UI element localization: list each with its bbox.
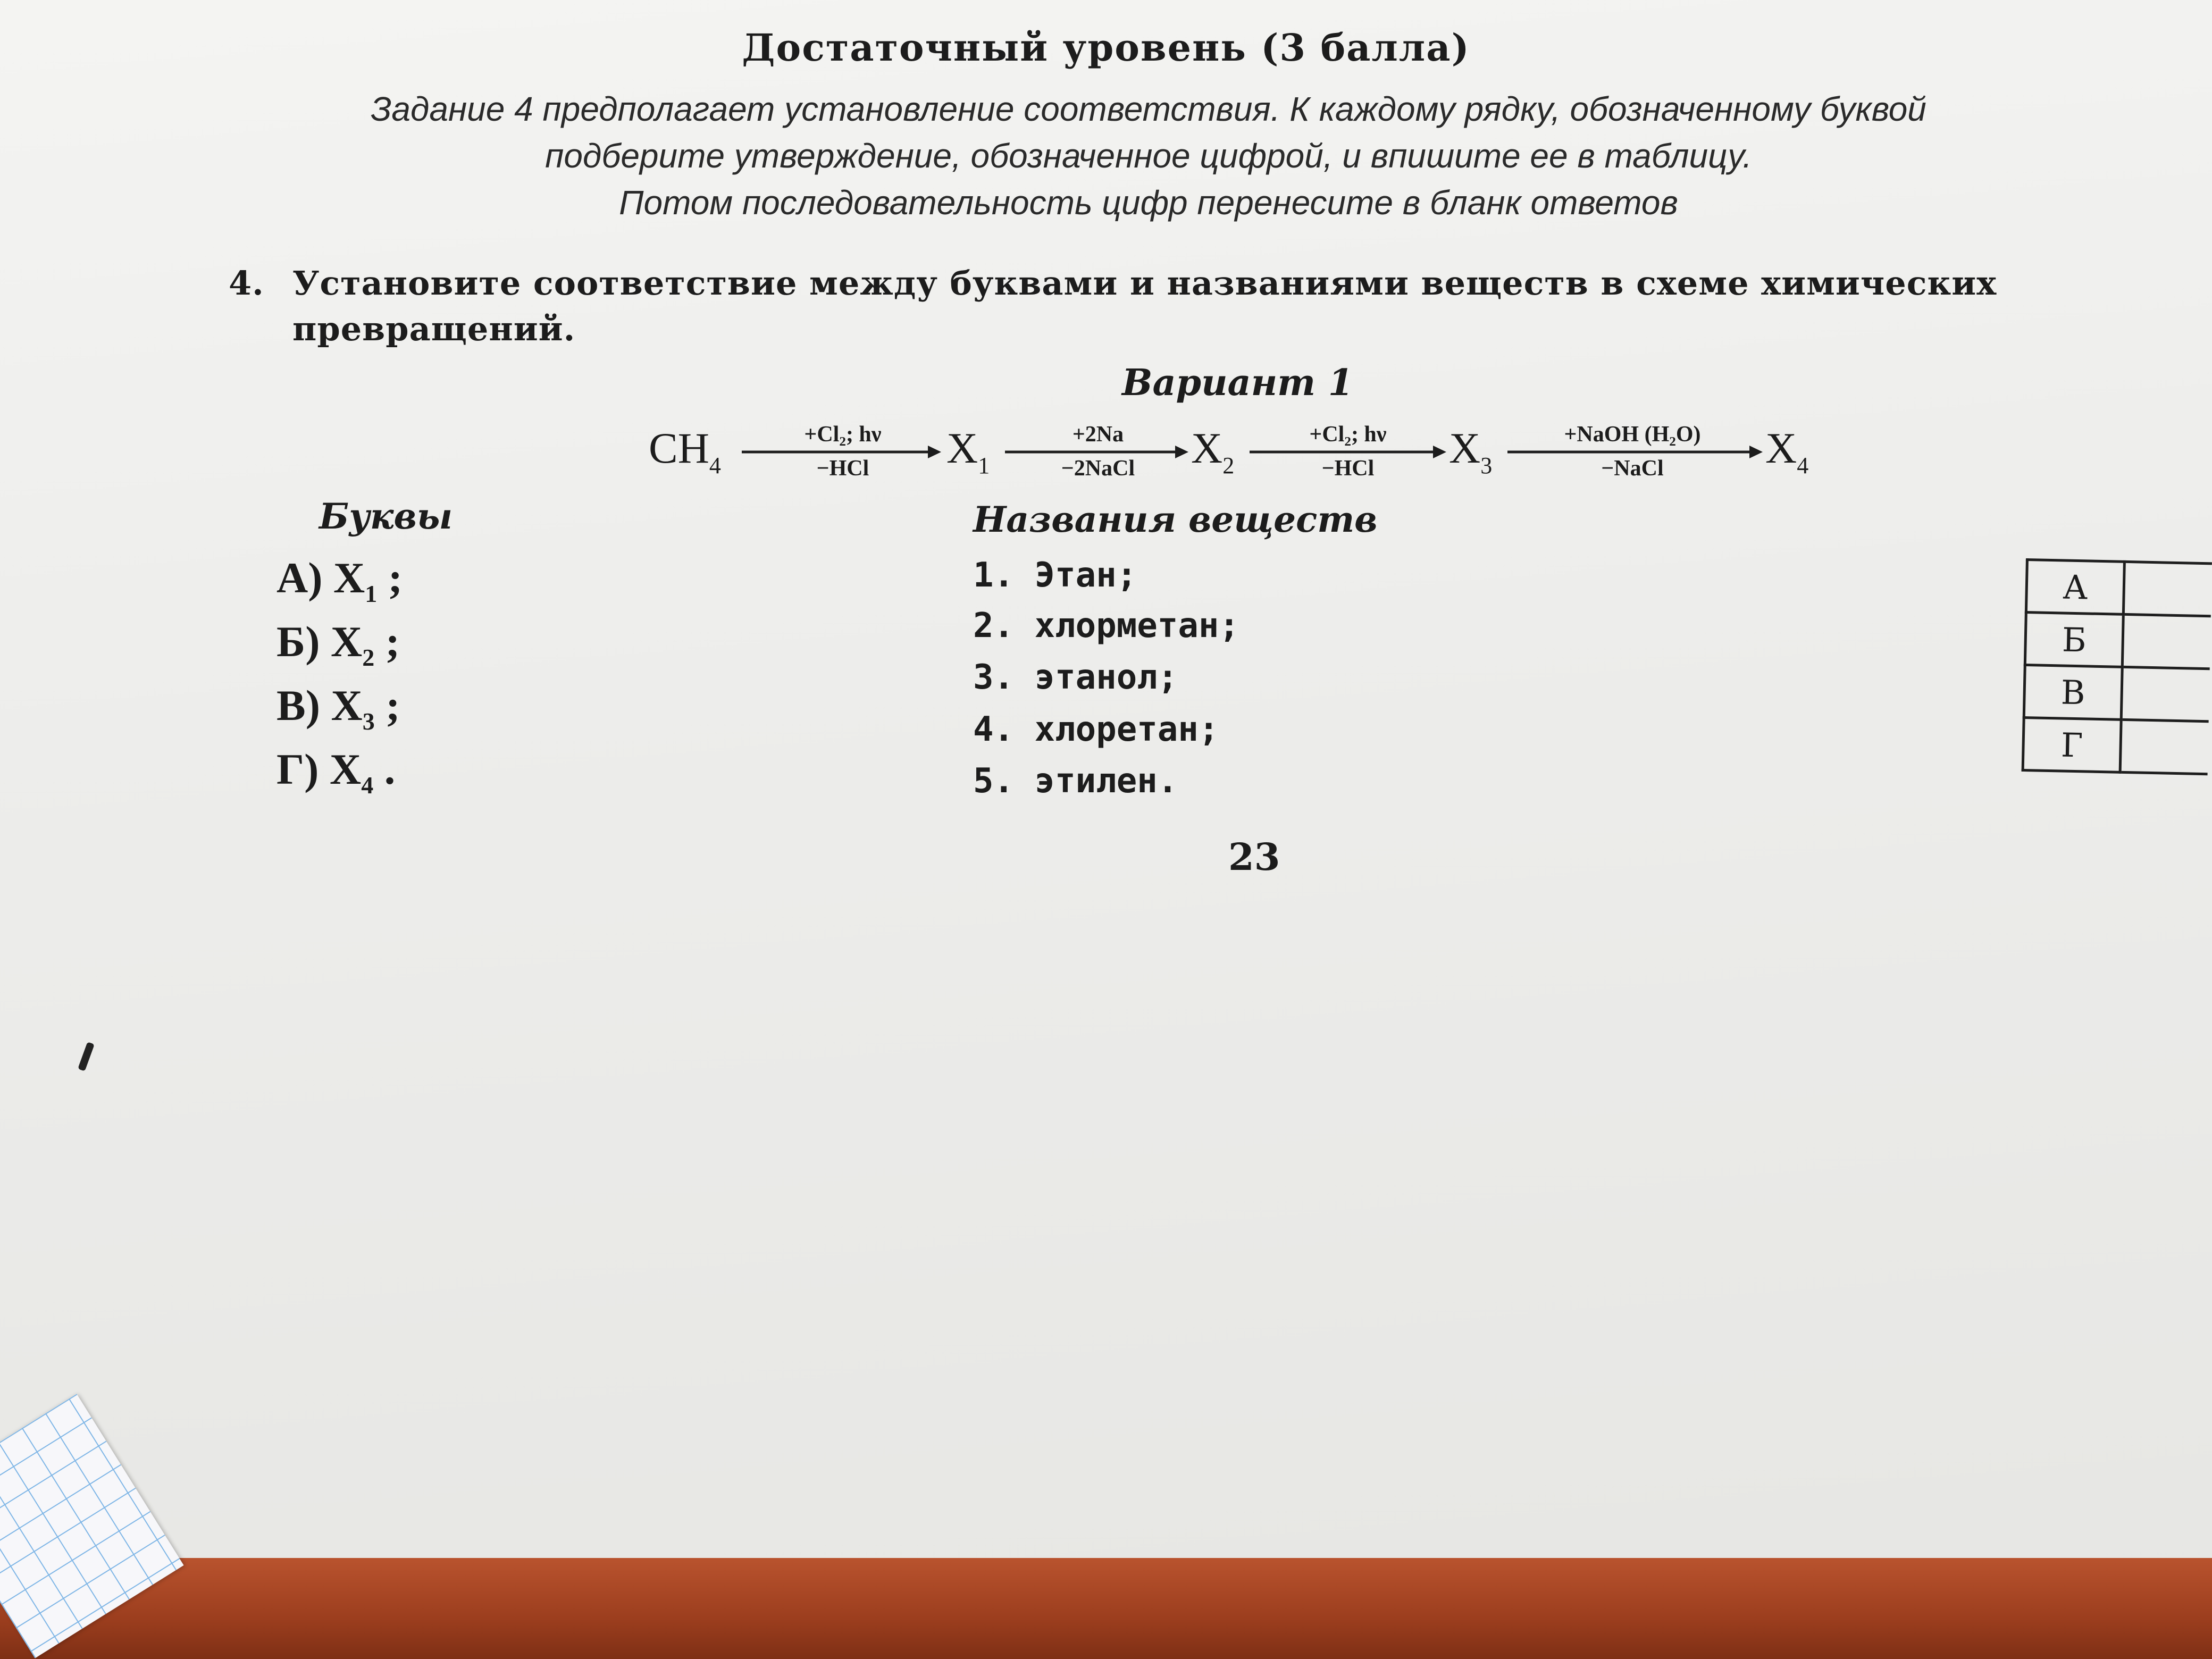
letter-end: ;	[388, 554, 403, 602]
answer-cell-b[interactable]	[2122, 614, 2211, 668]
arrow-2-head	[1175, 446, 1188, 458]
letter-sub: 4	[361, 772, 374, 799]
answer-label: Б	[2025, 613, 2123, 667]
arrow-1-head	[928, 446, 941, 458]
letter-symbol: X	[329, 745, 362, 793]
name-item: 5. этилен.	[973, 761, 1178, 801]
product-x4: $X_4$	[1765, 424, 1809, 479]
letter-end: ;	[385, 617, 400, 666]
letter-sub: 1	[365, 580, 378, 607]
scheme-start: $CH_4$	[649, 424, 721, 479]
arrow-1-below: −HCl	[816, 456, 869, 481]
pen-mark	[78, 1042, 95, 1071]
variant-title: Вариант 1	[1122, 362, 1354, 404]
answer-cell-v[interactable]	[2121, 667, 2210, 721]
arrow-4-below: −NaCl	[1601, 456, 1664, 481]
instruction-line-1: Задание 4 предполагает установление соответствия. К каждому рядку, обозначенному буквой	[371, 90, 1926, 128]
name-item: 3. этанол;	[973, 658, 1178, 697]
answer-row	[2026, 560, 2211, 616]
letter-item	[276, 617, 400, 671]
section-heading: Достаточный уровень (3 балла)	[742, 26, 1470, 70]
task-statement	[229, 261, 2175, 352]
names-heading: Названия веществ	[973, 499, 1378, 540]
letter-item	[276, 744, 396, 799]
instruction-line-3: Потом последовательность цифр перенесите в бланк ответов	[619, 183, 1678, 222]
arrow-4-above: +NaOH (H₂O)	[1564, 422, 1701, 447]
name-item: 1. Этан;	[973, 556, 1137, 595]
letter-item	[276, 553, 403, 607]
arrow-3-below: −HCl	[1321, 456, 1375, 481]
task-number: 4.	[229, 264, 264, 303]
answer-row	[2023, 717, 2208, 774]
arrow-1-above: +Cl₂; hν	[804, 422, 882, 447]
letter-end: .	[384, 745, 396, 793]
product-x3: $X_3$	[1449, 424, 1493, 479]
answer-cell-a[interactable]	[2123, 562, 2212, 616]
answer-label: Г	[2023, 717, 2121, 772]
name-item: 4. хлоретан;	[973, 710, 1219, 749]
arrow-2-below: −2NaCl	[1061, 456, 1135, 481]
answer-cell-g[interactable]	[2120, 719, 2209, 774]
letters-heading: Буквы	[319, 496, 453, 537]
answer-row	[2024, 665, 2209, 722]
arrow-3-above: +Cl₂; hν	[1309, 422, 1387, 447]
letter-label: Г)	[276, 745, 319, 793]
instruction-line-2: подберите утверждение, обозначенное цифрой, и впишите ее в таблицу.	[545, 137, 1752, 175]
page-number: 23	[1228, 835, 1280, 879]
letter-label: Б)	[276, 617, 320, 666]
answer-label: А	[2026, 560, 2124, 615]
name-item: 2. хлорметан;	[973, 606, 1239, 646]
answer-label: В	[2024, 665, 2122, 720]
task-text: Установите соответствие между буквами и названиями веществ в схеме химических превращений.	[292, 264, 1997, 348]
letter-label: А)	[276, 554, 323, 602]
answer-table	[2022, 558, 2212, 775]
letter-symbol: X	[331, 681, 363, 730]
arrow-2-above: +2Na	[1072, 422, 1124, 447]
desk-surface	[0, 1558, 2212, 1659]
product-x1: $X_1$	[946, 424, 990, 479]
arrow-4-head	[1749, 446, 1763, 458]
letter-symbol: X	[331, 617, 363, 666]
letter-end: ;	[386, 681, 400, 730]
product-x2: $X_2$	[1191, 424, 1235, 479]
arrow-3-head	[1433, 446, 1446, 458]
letter-sub: 3	[362, 708, 375, 735]
letter-symbol: X	[333, 554, 365, 602]
letter-label: В)	[276, 681, 320, 730]
letter-sub: 2	[362, 644, 375, 671]
letter-item	[276, 681, 400, 735]
answer-row	[2025, 613, 2210, 669]
